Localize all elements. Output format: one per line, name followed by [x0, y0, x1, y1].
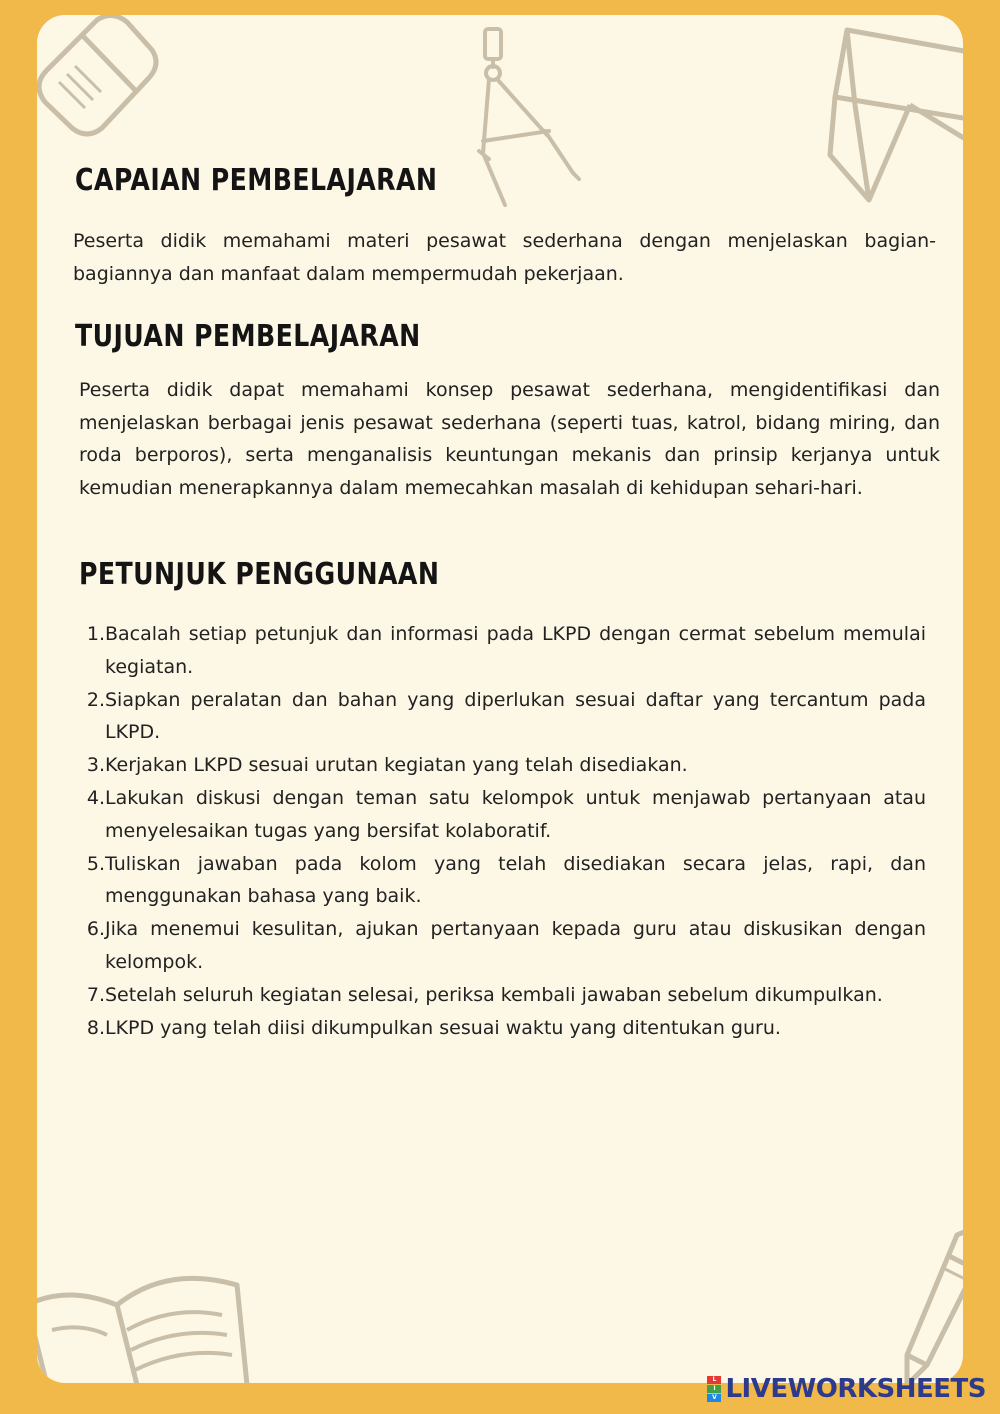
logo-letter: L — [707, 1376, 721, 1384]
heading-petunjuk: PETUNJUK PENGGUNAAN — [79, 557, 440, 592]
list-text: Lakukan diskusi dengan teman satu kelompok untuk menjawab pertanyaan atau menyelesaikan tugas yang bersifat kolaboratif. — [105, 786, 926, 842]
list-number: 5. — [86, 852, 105, 875]
list-text: LKPD yang telah diisi dikumpulkan sesuai waktu yang ditentukan guru. — [105, 1016, 781, 1039]
logo-text: LIVEWORKSHEETS — [725, 1374, 986, 1404]
list-number: 3. — [86, 754, 105, 777]
list-text: Siapkan peralatan dan bahan yang diperlukan sesuai daftar yang tercantum pada LKPD. — [105, 688, 926, 744]
list-item — [83, 749, 926, 782]
list-text: Tuliskan jawaban pada kolom yang telah disediakan secara jelas, rapi, dan menggunakan bahasa yang baik. — [105, 852, 926, 908]
list-item — [83, 913, 926, 979]
liveworksheets-logo[interactable] — [707, 1374, 986, 1404]
eraser-icon — [37, 15, 167, 150]
list-item — [83, 684, 926, 750]
list-number: 1. — [86, 623, 105, 645]
compass-icon — [477, 23, 587, 213]
list-number: 4. — [86, 786, 105, 809]
pencil-icon — [867, 1215, 963, 1383]
list-text: Bacalah setiap petunjuk dan informasi pada LKPD dengan cermat sebelum memulai kegiatan. — [105, 623, 926, 678]
book-icon — [37, 1235, 277, 1383]
paper-plane-icon — [825, 25, 963, 205]
list-item — [83, 782, 926, 848]
list-item — [83, 979, 926, 1012]
list-number: 8. — [86, 1016, 105, 1039]
instruction-list — [83, 618, 926, 1044]
logo-letter: V — [707, 1394, 721, 1402]
list-text: Jika menemui kesulitan, ajukan pertanyaan kepada guru atau diskusikan dengan kelompok. — [105, 918, 926, 973]
list-item — [83, 618, 926, 684]
list-number: 6. — [86, 918, 105, 941]
paragraph-capaian: Peserta didik memahami materi pesawat sederhana dengan menjelaskan bagian-bagiannya dan manfaat dalam mempermudah pekerjaan. — [73, 230, 936, 285]
worksheet-page — [37, 15, 963, 1383]
logo-letter: I — [707, 1385, 721, 1393]
list-text: Kerjakan LKPD sesuai urutan kegiatan yang telah disediakan. — [105, 754, 688, 777]
list-number: 2. — [86, 688, 105, 711]
list-number: 7. — [86, 983, 105, 1006]
logo-mark — [707, 1376, 721, 1402]
list-item — [83, 1012, 926, 1045]
paragraph-tujuan: Peserta didik dapat memahami konsep pesawat sederhana, mengidentifikasi dan menjelaskan berbagai jenis pesawat sederhana (seperti tuas, katrol, bidang miring, dan roda berporos), serta menganalisis keuntungan mekanis dan prinsip kerjanya untuk kemudian menerapkannya dalam memecahkan masalah di kehidupan sehari-hari. — [79, 379, 940, 499]
list-item — [83, 848, 926, 914]
heading-tujuan: TUJUAN PEMBELAJARAN — [75, 319, 421, 354]
heading-capaian: CAPAIAN PEMBELAJARAN — [75, 163, 438, 198]
list-text: Setelah seluruh kegiatan selesai, periksa kembali jawaban sebelum dikumpulkan. — [105, 983, 883, 1006]
